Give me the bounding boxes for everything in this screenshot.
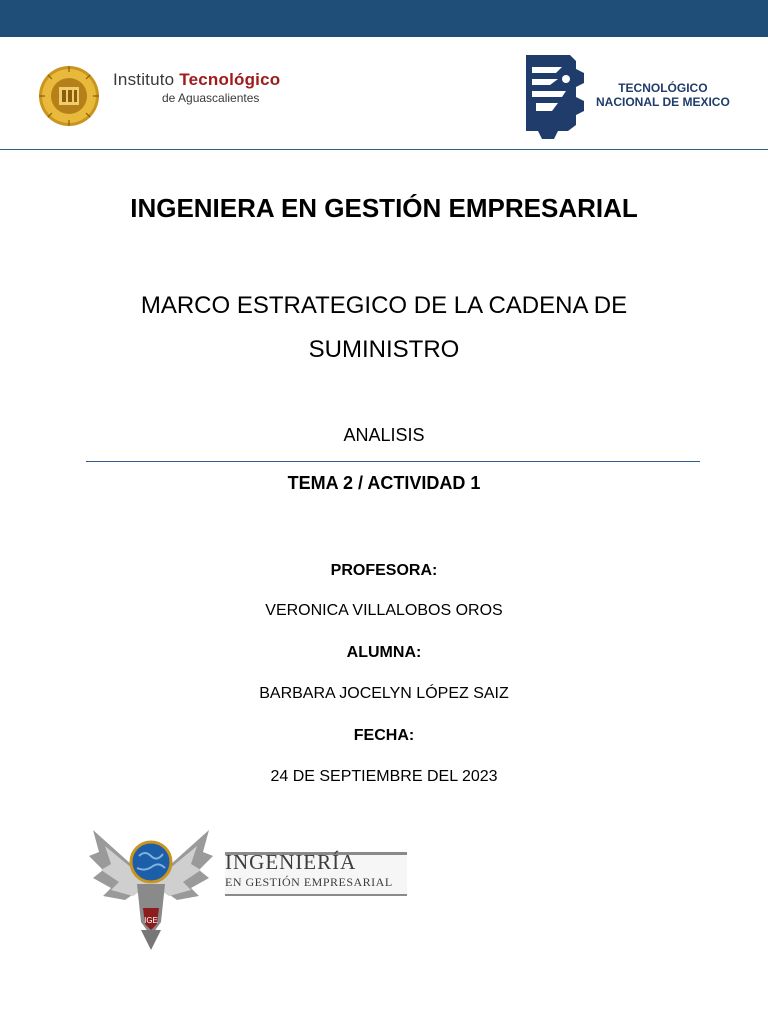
header-divider <box>0 149 768 150</box>
date-label: FECHA: <box>353 727 415 744</box>
ita-word-tecnologico: Tecnológico <box>179 70 281 89</box>
ige-career-logo <box>85 812 410 952</box>
ita-word-instituto: Instituto <box>113 70 175 89</box>
subject-title-line1: MARCO ESTRATEGICO DE LA CADENA DE <box>140 292 628 319</box>
header <box>0 37 768 150</box>
student-label: ALUMNA: <box>346 644 422 661</box>
ige-wordmark <box>225 850 405 890</box>
tecnm-logo <box>518 49 733 141</box>
assignment-type: ANALISIS <box>343 425 425 445</box>
instituto-tecnologico-logo <box>38 65 288 127</box>
top-banner <box>0 0 768 37</box>
topic-heading: TEMA 2 / ACTIVIDAD 1 <box>287 473 481 493</box>
subject-title <box>84 284 684 372</box>
ita-seal-icon <box>38 65 100 127</box>
section-divider <box>86 461 700 462</box>
tecnm-wordmark <box>596 81 730 109</box>
ige-shield-text: IGE <box>144 916 158 925</box>
ita-wordmark-line2: de Aguascalientes <box>162 91 260 105</box>
tecnm-line2: NACIONAL DE MEXICO <box>596 95 730 109</box>
ita-wordmark <box>113 70 293 105</box>
career-title: INGENIERA EN GESTIÓN EMPRESARIAL <box>130 193 638 223</box>
ige-line1: INGENIERÍA <box>225 850 357 874</box>
subject-title-line2: SUMINISTRO <box>308 336 460 363</box>
tecnm-gear-icon <box>518 49 590 139</box>
student-name: BARBARA JOCELYN LÓPEZ SAIZ <box>259 685 509 702</box>
professor-name: VERONICA VILLALOBOS OROS <box>265 602 503 619</box>
tecnm-line1: TECNOLÓGICO <box>618 81 708 95</box>
ige-line2: EN GESTIÓN EMPRESARIAL <box>225 875 393 889</box>
ita-wordmark-line1 <box>113 70 293 90</box>
date-value: 24 DE SEPTIEMBRE DEL 2023 <box>270 768 498 785</box>
professor-label: PROFESORA: <box>330 562 438 579</box>
ige-eagle-emblem-icon <box>85 812 217 952</box>
